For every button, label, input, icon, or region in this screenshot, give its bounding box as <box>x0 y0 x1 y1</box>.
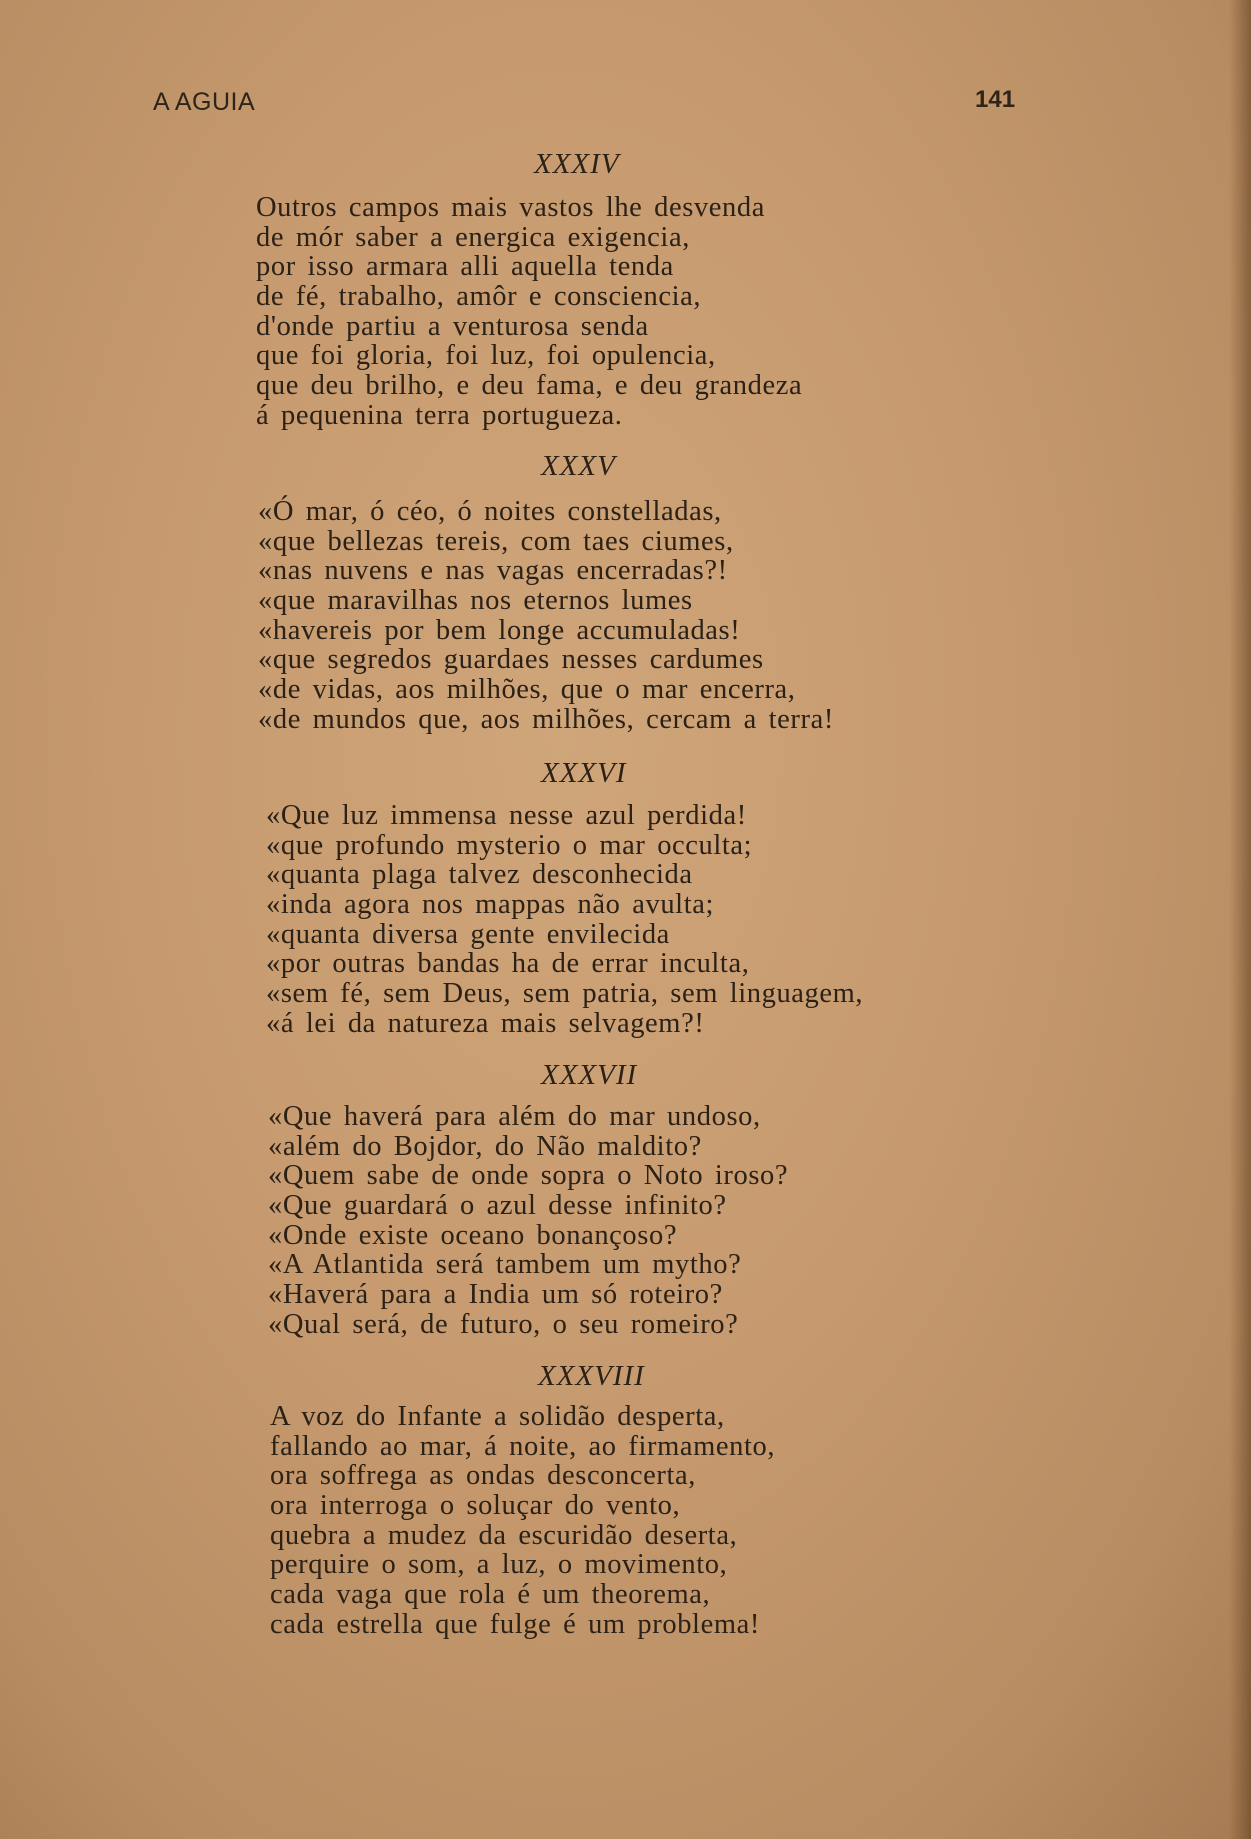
verse-line: quebra a mudez da escuridão deserta, <box>270 1519 738 1551</box>
verse-line: «á lei da natureza mais selvagem?! <box>266 1007 705 1039</box>
verse-line: «sem fé, sem Deus, sem patria, sem linguagem, <box>266 978 864 1010</box>
verse-line: perquire o som, a luz, o movimento, <box>270 1549 728 1581</box>
stanza-numeral: XXXVII <box>541 1059 638 1091</box>
verse-line: que deu brilho, e deu fama, e deu grandeza <box>256 370 803 402</box>
verse-line: «Que haverá para além do mar undoso, <box>268 1101 761 1132</box>
stanza-numeral: XXXIV <box>534 148 620 180</box>
stanza <box>270 1402 775 1640</box>
verse-line: «quanta diversa gente envilecida <box>266 918 670 950</box>
verse-line: «que maravilhas nos eternos lumes <box>258 585 693 617</box>
verse-line: «que segredos guardaes nesses cardumes <box>258 644 764 676</box>
verse-line: «que profundo mysterio o mar occulta; <box>266 829 753 861</box>
stanza <box>268 1102 788 1340</box>
verse-line: ora interroga o soluçar do vento, <box>270 1490 681 1522</box>
verse-line: d'onde partiu a venturosa senda <box>256 310 649 342</box>
verse-line: cada estrella que fulge é um problema! <box>270 1608 760 1640</box>
verse-line: «inda agora nos mappas não avulta; <box>266 889 714 921</box>
verse-line: de mór saber a energica exigencia, <box>256 221 690 253</box>
verse-line: cada vaga que rola é um theorema, <box>270 1579 711 1611</box>
verse-line: «Que luz immensa nesse azul perdida! <box>266 800 747 831</box>
verse-line: «além do Bojdor, do Não maldito? <box>268 1130 702 1162</box>
verse-line: de fé, trabalho, amôr e consciencia, <box>256 281 702 313</box>
verse-line: Outros campos mais vastos lhe desvenda <box>256 192 766 223</box>
verse-line: «Onde existe oceano bonançoso? <box>268 1219 678 1251</box>
verse-line: «de mundos que, aos milhões, cercam a terra! <box>258 703 834 735</box>
verse-line: que foi gloria, foi luz, foi opulencia, <box>256 340 716 372</box>
verse-line: «nas nuvens e nas vagas encerradas?! <box>258 555 728 587</box>
verse-line: «Que guardará o azul desse infinito? <box>268 1190 727 1222</box>
verse-line: «quanta plaga talvez desconhecida <box>266 859 693 891</box>
verse-line: fallando ao mar, á noite, ao firmamento, <box>270 1430 776 1462</box>
verse-line: A voz do Infante a solidão desperta, <box>270 1401 725 1432</box>
verse-line: «A Atlantida será tambem um mytho? <box>268 1249 742 1281</box>
stanza <box>258 497 834 735</box>
verse-line: «Ó mar, ó céo, ó noites constelladas, <box>258 496 722 527</box>
verse-line: «Haverá para a India um só roteiro? <box>268 1279 723 1311</box>
verse-line: por isso armara alli aquella tenda <box>256 251 674 283</box>
page-number: 141 <box>975 86 1016 113</box>
stanza-numeral: XXXVI <box>541 757 627 789</box>
verse-line: «por outras bandas ha de errar inculta, <box>266 948 750 980</box>
running-title: A AGUIA <box>153 88 256 116</box>
stanza <box>266 801 863 1039</box>
verse-line: á pequenina terra portugueza. <box>256 399 623 431</box>
stanza-numeral: XXXVIII <box>538 1360 645 1392</box>
stanza <box>256 193 802 431</box>
verse-line: ora soffrega as ondas desconcerta, <box>270 1460 696 1492</box>
stanza-numeral: XXXV <box>541 450 616 482</box>
verse-line: «Quem sabe de onde sopra o Noto iroso? <box>268 1160 789 1192</box>
verse-line: «de vidas, aos milhões, que o mar encerra, <box>258 674 796 706</box>
verse-line: «havereis por bem longe accumuladas! <box>258 614 741 646</box>
verse-line: «que bellezas tereis, com taes ciumes, <box>258 525 734 557</box>
verse-line: «Qual será, de futuro, o seu romeiro? <box>268 1308 739 1340</box>
